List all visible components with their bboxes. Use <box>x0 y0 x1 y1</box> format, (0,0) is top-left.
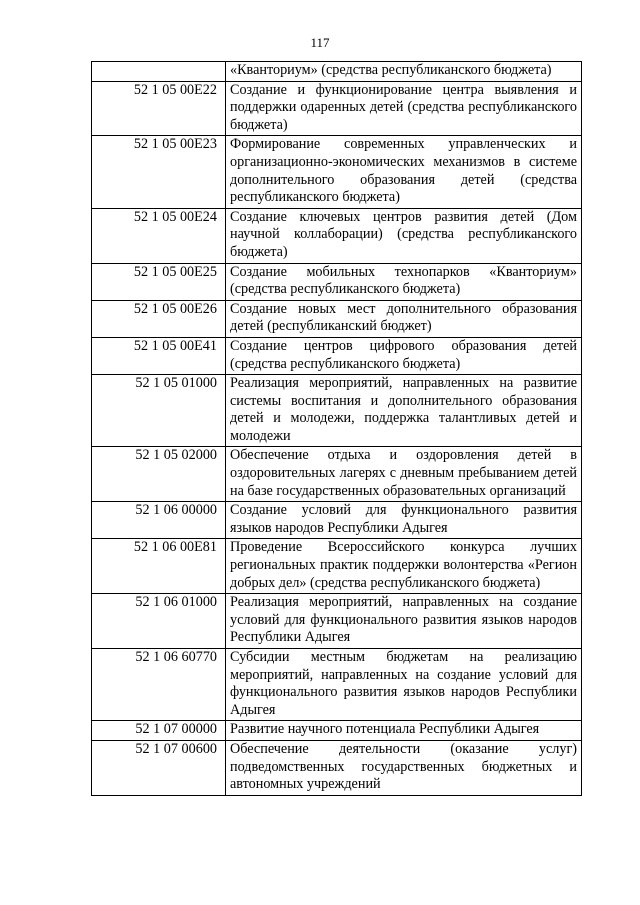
description-cell: Создание и функционирование центра выявления и поддержки одаренных детей (средства республиканского бюджета) <box>226 81 582 136</box>
description-cell: Создание центров цифрового образования детей (средства республиканского бюджета) <box>226 337 582 374</box>
budget-code-cell: 52 1 07 00000 <box>92 721 226 741</box>
table-body <box>92 62 582 796</box>
budget-code-cell: 52 1 05 00Е41 <box>92 337 226 374</box>
budget-code-cell: 52 1 06 00Е81 <box>92 539 226 594</box>
budget-code-cell: 52 1 05 00Е26 <box>92 300 226 337</box>
budget-code-cell: 52 1 07 00600 <box>92 740 226 795</box>
budget-code-cell: 52 1 06 00000 <box>92 502 226 539</box>
table-row <box>92 721 582 741</box>
table-row <box>92 539 582 594</box>
table-row <box>92 300 582 337</box>
table-row <box>92 375 582 447</box>
budget-code-cell: 52 1 05 02000 <box>92 447 226 502</box>
description-cell: Обеспечение отдыха и оздоровления детей в оздоровительных лагерях с дневным пребыванием детей на базе государственных образовательных организаций <box>226 447 582 502</box>
budget-code-cell: 52 1 05 00Е22 <box>92 81 226 136</box>
table-row <box>92 649 582 721</box>
description-cell: «Кванториум» (средства республиканского бюджета) <box>226 62 582 82</box>
table-row <box>92 502 582 539</box>
table-row <box>92 208 582 263</box>
budget-code-cell: 52 1 05 00Е23 <box>92 136 226 208</box>
budget-code-cell: 52 1 06 60770 <box>92 649 226 721</box>
budget-code-cell: 52 1 05 00Е24 <box>92 208 226 263</box>
table-row <box>92 594 582 649</box>
description-cell: Создание мобильных технопарков «Кванториум» (средства республиканского бюджета) <box>226 263 582 300</box>
description-cell: Формирование современных управленческих и организационно-экономических механизмов в системе дополнительного образования детей (средства республиканского бюджета) <box>226 136 582 208</box>
table-row <box>92 447 582 502</box>
budget-code-cell: 52 1 06 01000 <box>92 594 226 649</box>
table-row <box>92 81 582 136</box>
description-cell: Создание условий для функционального развития языков народов Республики Адыгея <box>226 502 582 539</box>
page-number: 117 <box>310 35 330 50</box>
table-row <box>92 136 582 208</box>
description-cell: Реализация мероприятий, направленных на развитие системы воспитания и дополнительного образования детей и молодежи, поддержка талантливых детей и молодежи <box>226 375 582 447</box>
description-cell: Создание ключевых центров развития детей (Дом научной коллаборации) (средства республиканского бюджета) <box>226 208 582 263</box>
budget-code-cell: 52 1 05 01000 <box>92 375 226 447</box>
description-cell: Создание новых мест дополнительного образования детей (республиканский бюджет) <box>226 300 582 337</box>
table-row <box>92 337 582 374</box>
description-cell: Развитие научного потенциала Республики Адыгея <box>226 721 582 741</box>
description-cell: Реализация мероприятий, направленных на создание условий для функционального развития языков народов Республики Адыгея <box>226 594 582 649</box>
table-row <box>92 740 582 795</box>
budget-code-cell <box>92 62 226 82</box>
table-row <box>92 62 582 82</box>
description-cell: Обеспечение деятельности (оказание услуг) подведомственных государственных бюджетных и автономных учреждений <box>226 740 582 795</box>
table-row <box>92 263 582 300</box>
description-cell: Проведение Всероссийского конкурса лучших региональных практик поддержки волонтерства «Регион добрых дел» (средства республиканского бюджета) <box>226 539 582 594</box>
description-cell: Субсидии местным бюджетам на реализацию мероприятий, направленных на создание условий для функционального развития языков народов Республики Адыгея <box>226 649 582 721</box>
budget-code-cell: 52 1 05 00Е25 <box>92 263 226 300</box>
budget-classification-table <box>91 61 582 796</box>
